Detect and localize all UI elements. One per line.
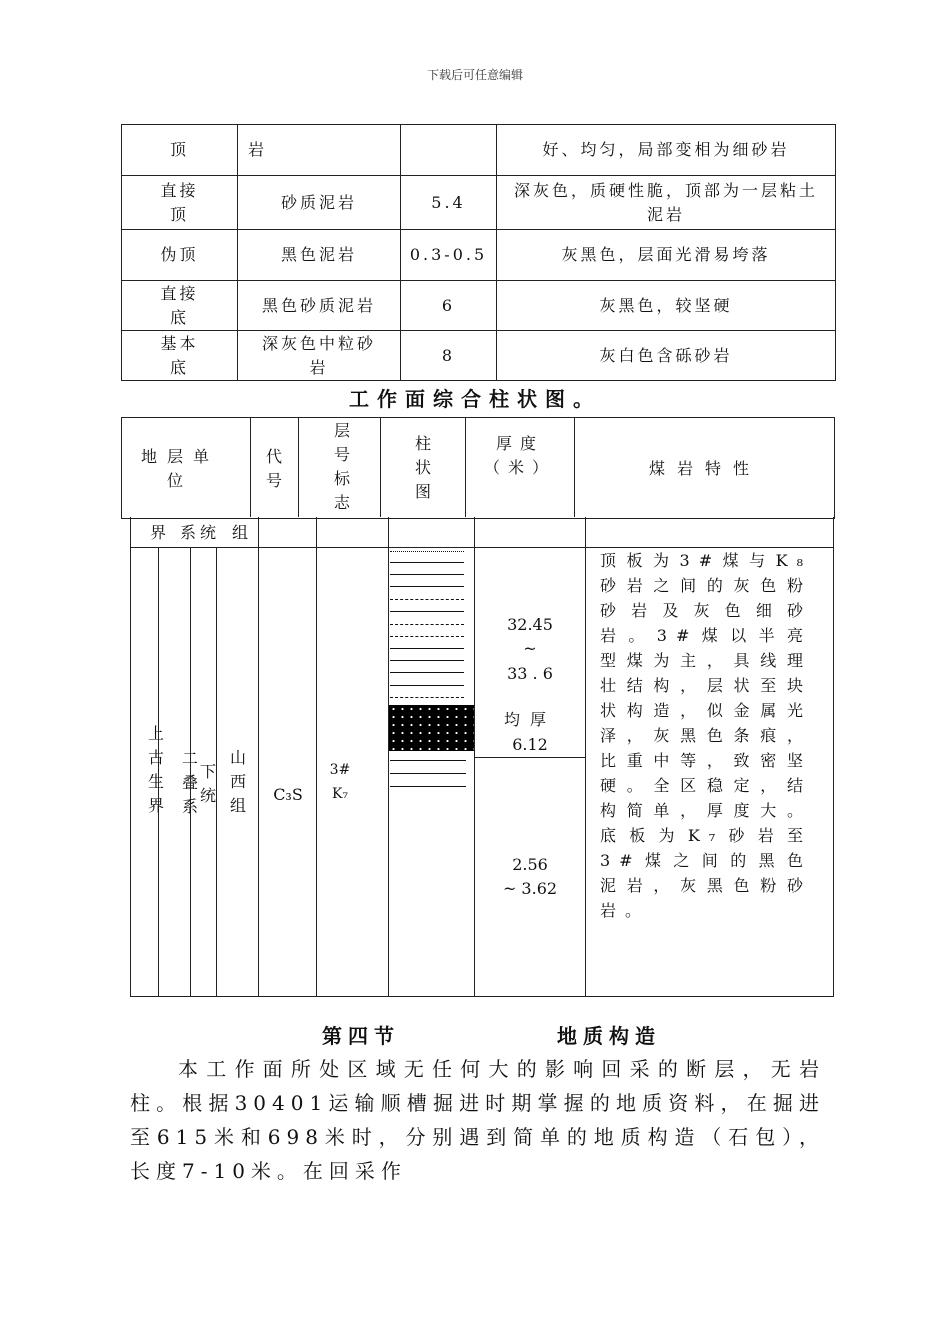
thickness-top-tilde: ~ (523, 639, 537, 658)
marker-coal-3: 3# (329, 762, 351, 778)
header-code: 代号 (265, 447, 282, 490)
mudstone-stratum (390, 672, 464, 673)
rock-description: 灰白色含砾砂岩 (497, 331, 836, 381)
divider (465, 417, 466, 517)
marker-k7: K₇ (331, 786, 349, 802)
coal-thickness-label: 均厚 (503, 710, 556, 729)
mudstone-stratum (390, 562, 464, 563)
table-row (122, 230, 836, 281)
stratum-xi: 二叠系 (181, 749, 198, 816)
divider (298, 417, 299, 517)
divider (316, 517, 317, 996)
subheader-tong: 统 (199, 523, 216, 542)
mudstone-stratum (390, 648, 464, 649)
thickness-bottom: 2.56 (512, 855, 548, 874)
thickness-top: 32.45 (507, 615, 553, 634)
rock-name: 直接底 (122, 281, 238, 331)
coal-rock-description: 顶板为3#煤与K₈砂岩之间的灰色粉砂岩及灰色细砂岩。3#煤以半亮型煤为主，具线理壮结构，层状至块状构造，似金属光泽，灰黑色条痕，比重中等，致密坚硬。全区稳定，结构简单，厚度大。底板为K₇砂岩至3#煤之间的黑色泥岩，灰黑色粉砂岩。 (600, 551, 812, 920)
rock-type: 岩 (238, 125, 401, 176)
page-header: 下载后可任意编辑 (426, 68, 523, 82)
rock-description: 深灰色，质硬性脆，顶部为一层粘土泥岩 (497, 176, 836, 230)
stratum-tong: 下统 (199, 762, 216, 805)
column-chart-title: 工作面综合柱状图。 (349, 387, 601, 411)
stratum-zu: 山西组 (229, 748, 246, 815)
mudstone-stratum (390, 611, 464, 612)
rock-name: 直接顶 (122, 176, 238, 230)
divider (130, 517, 131, 997)
stratum-jie: 上古生界 (147, 724, 164, 815)
mudstone-stratum (390, 586, 464, 587)
header-property: 煤岩特性 (648, 459, 761, 478)
rock-name: 基本底 (122, 331, 238, 381)
mudstone-stratum (390, 786, 466, 787)
divider (574, 417, 575, 517)
subheader-jie: 界 (149, 523, 166, 542)
subheader-xi: 系 (179, 523, 196, 542)
rock-name: 伪顶 (122, 230, 238, 281)
rock-thickness: 6 (401, 281, 497, 331)
divider (585, 517, 586, 996)
rock-type: 黑色泥岩 (238, 230, 401, 281)
siltstone-stratum (390, 624, 464, 625)
siltstone-stratum (390, 697, 464, 698)
roof-floor-table (121, 124, 836, 381)
rock-name: 顶 (122, 125, 238, 176)
coal-seam-pattern (389, 705, 474, 751)
section-title: 地质构造 (557, 1024, 661, 1048)
table-row (122, 281, 836, 331)
mudstone-stratum (390, 660, 464, 661)
divider (474, 757, 585, 758)
thickness-bottom-end: ~ 3.62 (502, 879, 558, 898)
table-row (122, 125, 836, 176)
header-unit: 地层单位 (140, 447, 219, 490)
header-thickness: 厚度（米） (483, 434, 556, 477)
rock-thickness: 8 (401, 331, 497, 381)
thickness-top-end: 33 . 6 (507, 664, 553, 683)
divider (388, 517, 389, 996)
paragraph-text: 本工作面所处区域无任何大的影响回采的断层，无岩柱。根据30401运输顺槽掘进时期掌握的地质资料，在掘进至615米和698米时，分别遇到简单的地质构造（石包），长度7-10米。在回采作 (130, 1057, 825, 1183)
divider (130, 996, 833, 997)
rock-thickness: 0.3-0.5 (401, 230, 497, 281)
mudstone-stratum (390, 773, 466, 774)
mudstone-stratum (390, 760, 466, 761)
divider (258, 517, 259, 996)
formation-code: C₃S (273, 785, 303, 804)
siltstone-stratum (390, 636, 464, 637)
subheader-zu: 组 (231, 523, 248, 542)
rock-description: 灰黑色，层面光滑易垮落 (497, 230, 836, 281)
dotted-stratum (390, 551, 464, 552)
rock-type: 砂质泥岩 (238, 176, 401, 230)
divider (833, 517, 834, 997)
header-marker: 层号标志 (333, 421, 350, 512)
table-row (122, 176, 836, 230)
divider (250, 417, 251, 517)
header-column: 柱状图 (414, 434, 431, 501)
siltstone-stratum (390, 599, 464, 600)
rock-description: 好、均匀，局部变相为细砂岩 (497, 125, 836, 176)
rock-thickness: 5.4 (401, 176, 497, 230)
table-row (122, 331, 836, 381)
mudstone-stratum (390, 574, 464, 575)
section-paragraph (130, 1052, 825, 1188)
coal-thickness-value: 6.12 (512, 735, 548, 754)
mudstone-stratum (390, 685, 464, 686)
rock-type: 深灰色中粒砂岩 (238, 331, 401, 381)
divider (380, 417, 381, 517)
rock-description: 灰黑色，较坚硬 (497, 281, 836, 331)
rock-thickness (401, 125, 497, 176)
section-number: 第四节 (322, 1024, 400, 1048)
rock-type: 黑色砂质泥岩 (238, 281, 401, 331)
